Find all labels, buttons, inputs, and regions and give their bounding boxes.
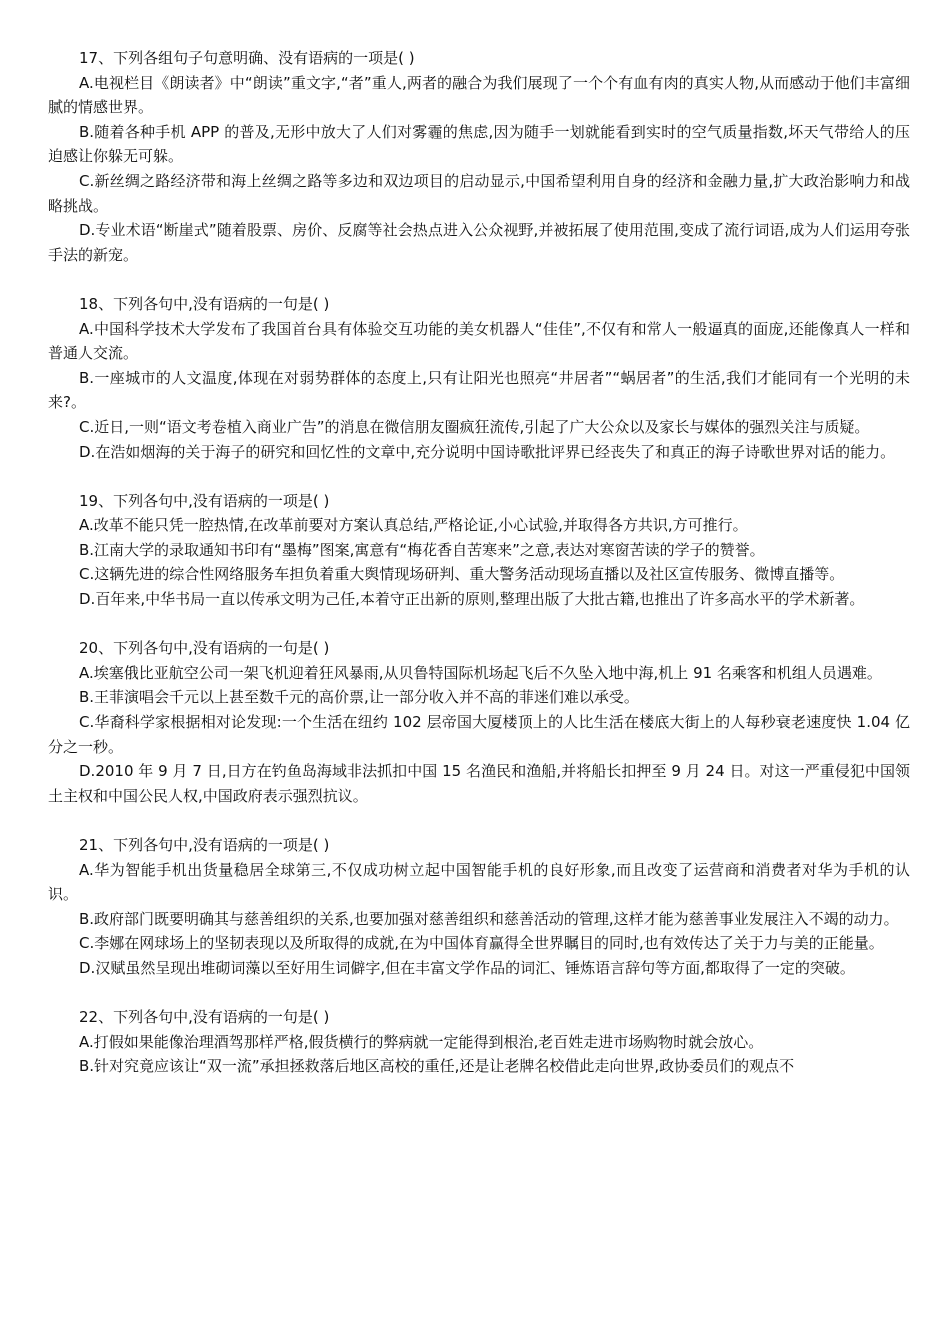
option-b: B.政府部门既要明确其与慈善组织的关系,也要加强对慈善组织和慈善活动的管理,这样才能为慈善事业发展注入不竭的动力。 (79, 909, 899, 928)
option-d: D.汉赋虽然呈现出堆砌词藻以至好用生词僻字,但在丰富文学作品的词汇、锤炼语言辞句等方面,都取得了一定的突破。 (79, 958, 855, 977)
option-c: C.近日,一则“语文考卷植入商业广告”的消息在微信朋友圈疯狂流传,引起了广大公众以及家长与媒体的强烈关注与质疑。 (79, 417, 870, 436)
option-a: A.华为智能手机出货量稳居全球第三,不仅成功树立起中国智能手机的良好形象,而且改变了运营商和消费者对华为手机的认识。 (48, 860, 910, 904)
question-stem: 18、下列各句中,没有语病的一句是( ) (79, 294, 330, 313)
option-d: D.在浩如烟海的关于海子的研究和回忆性的文章中,充分说明中国诗歌批评界已经丧失了和真正的海子诗歌世界对话的能力。 (79, 442, 896, 461)
option-b: B.王菲演唱会千元以上甚至数千元的高价票,让一部分收入并不高的菲迷们难以承受。 (79, 688, 639, 707)
question-21 (48, 833, 910, 981)
option-a: A.改革不能只凭一腔热情,在改革前要对方案认真总结,严格论证,小心试验,并取得各方共识,方可推行。 (79, 516, 748, 535)
question-stem: 22、下列各句中,没有语病的一句是( ) (79, 1008, 330, 1027)
option-b: B.江南大学的录取通知书印有“墨梅”图案,寓意有“梅花香自苦寒来”之意,表达对寒窗苦读的学子的赞誉。 (79, 540, 765, 559)
option-a: A.中国科学技术大学发布了我国首台具有体验交互功能的美女机器人“佳佳”,不仅有和常人一般逼真的面庞,还能像真人一样和普通人交流。 (48, 319, 910, 363)
option-a: A.打假如果能像治理酒驾那样严格,假货横行的弊病就一定能得到根治,老百姓走进市场购物时就会放心。 (79, 1032, 764, 1051)
option-a: A.埃塞俄比亚航空公司一架飞机迎着狂风暴雨,从贝鲁特国际机场起飞后不久坠入地中海,机上 91 名乘客和机组人员遇难。 (79, 663, 882, 682)
question-18 (48, 292, 910, 464)
question-stem: 17、下列各组句子句意明确、没有语病的一项是( ) (79, 49, 415, 67)
option-c: C.华裔科学家根据相对论发现:一个生活在纽约 102 层帝国大厦楼顶上的人比生活在楼底大街上的人每秒衰老速度快 1.04 亿分之一秒。 (48, 713, 910, 756)
question-stem: 19、下列各句中,没有语病的一项是( ) (79, 491, 330, 510)
option-d: D.专业术语“断崖式”随着股票、房价、反腐等社会热点进入公众视野,并被拓展了使用范围,变成了流行词语,成为人们运用夸张手法的新宠。 (48, 221, 910, 264)
option-c: C.李娜在网球场上的坚韧表现以及所取得的成就,在为中国体育赢得全世界瞩目的同时,也有效传达了关于力与美的正能量。 (79, 934, 884, 953)
option-b: B.一座城市的人文温度,体现在对弱势群体的态度上,只有让阳光也照亮“井居者”“蜗居者”的生活,我们才能同有一个光明的未来?。 (48, 368, 910, 412)
question-stem: 20、下列各句中,没有语病的一句是( ) (79, 639, 330, 658)
option-a: A.电视栏目《朗读者》中“朗读”重文字,“者”重人,两者的融合为我们展现了一个个有血有肉的真实人物,从而感动于他们丰富细腻的情感世界。 (48, 73, 910, 117)
option-b: B.针对究竟应该让“双一流”承担拯救落后地区高校的重任,还是让老牌名校借此走向世界,政协委员们的观点不 (79, 1057, 795, 1076)
option-c: C.这辆先进的综合性网络服务车担负着重大舆情现场研判、重大警务活动现场直播以及社区宣传服务、微博直播等。 (79, 565, 845, 584)
document-page (48, 46, 910, 1104)
option-b: B.随着各种手机 APP 的普及,无形中放大了人们对雾霾的焦虑,因为随手一划就能看到实时的空气质量指数,坏天气带给人的压迫感让你躲无可躲。 (48, 122, 910, 166)
option-c: C.新丝绸之路经济带和海上丝绸之路等多边和双边项目的启动显示,中国希望利用自身的经济和金融力量,扩大政治影响力和战略挑战。 (48, 171, 910, 215)
option-d: D.2010 年 9 月 7 日,日方在钓鱼岛海域非法抓扣中国 15 名渔民和渔船,并将船长扣押至 9 月 24 日。对这一严重侵犯中国领土主权和中国公民人权,中国政府表示强烈抗议。 (48, 762, 910, 805)
question-20 (48, 636, 910, 808)
question-22 (48, 1005, 910, 1079)
option-d: D.百年来,中华书局一直以传承文明为己任,本着守正出新的原则,整理出版了大批古籍,也推出了许多高水平的学术新著。 (79, 590, 865, 609)
question-19 (48, 489, 910, 612)
question-17 (48, 46, 910, 267)
question-stem: 21、下列各句中,没有语病的一项是( ) (79, 836, 330, 854)
